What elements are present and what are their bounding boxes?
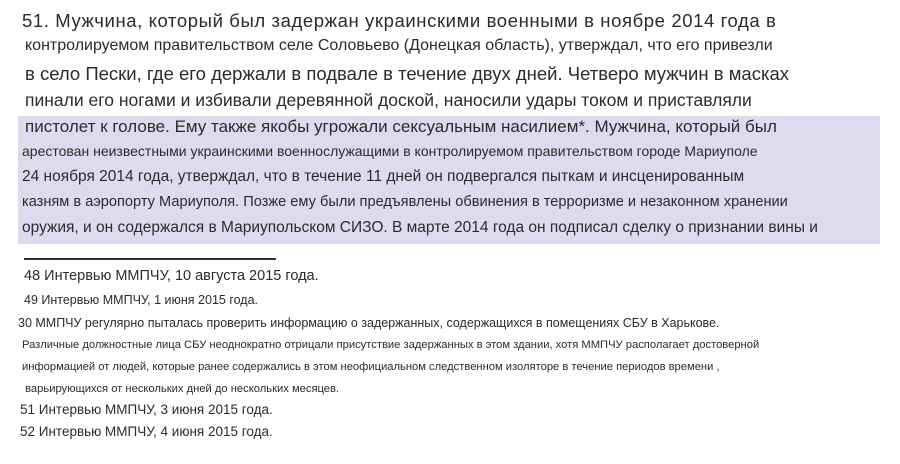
footnote: 49 Интервью ММПЧУ, 1 июня 2015 года. <box>24 293 259 307</box>
paragraph-line: контролируемом правительством селе Соловьево (Донецкая область), утверждал, что его привезли <box>25 37 773 54</box>
footnote: 52 Интервью ММПЧУ, 4 июня 2015 года. <box>20 424 273 439</box>
paragraph-line: 24 ноября 2014 года, утверждал, что в течение 11 дней он подвергался пыткам и инсценированным <box>22 168 745 185</box>
footnote: 30 ММПЧУ регулярно пыталась проверить информацию о задержанных, содержащихся в помещениях СБУ в Харькове. <box>18 316 720 330</box>
footnote: 48 Интервью ММПЧУ, 10 августа 2015 года. <box>24 268 319 284</box>
paragraph-line: в село Пески, где его держали в подвале в течение двух дней. Четверо мужчин в масках <box>25 63 790 84</box>
footnote: варьирующихся от нескольких дней до нескольких месяцев. <box>22 383 340 395</box>
footnote: Различные должностные лица СБУ неоднократно отрицали присутствие задержанных в этом здании, хотя ММПЧУ располагает достоверной <box>22 339 760 351</box>
footnote: 51 Интервью ММПЧУ, 3 июня 2015 года. <box>20 402 273 417</box>
paragraph-line: пистолет к голове. Ему также якобы угрожали сексуальным насилием*. Мужчина, который был <box>25 117 777 136</box>
paragraph-line: казням в аэропорту Мариуполя. Позже ему были предъявлены обвинения в терроризме и незаконном хранении <box>22 194 788 210</box>
paragraph-line: пинали его ногами и избивали деревянной доской, наносили удары током и приставляли <box>25 90 752 110</box>
paragraph-line: оружия, и он содержался в Мариупольском СИЗО. В марте 2014 года он подписал сделку о признании вины и <box>22 219 818 236</box>
paragraph-line: арестован неизвестными украинскими военнослужащими в контролируемом правительством городе Мариуполе <box>22 143 758 159</box>
footnote: информацией от людей, которые ранее содержались в этом неофициальном следственном изоляторе в течение периодов времени , <box>22 361 720 373</box>
paragraph-line: 51. Мужчина, который был задержан украинскими военными в ноябре 2014 года в <box>22 10 777 31</box>
footnote-separator <box>24 258 276 260</box>
